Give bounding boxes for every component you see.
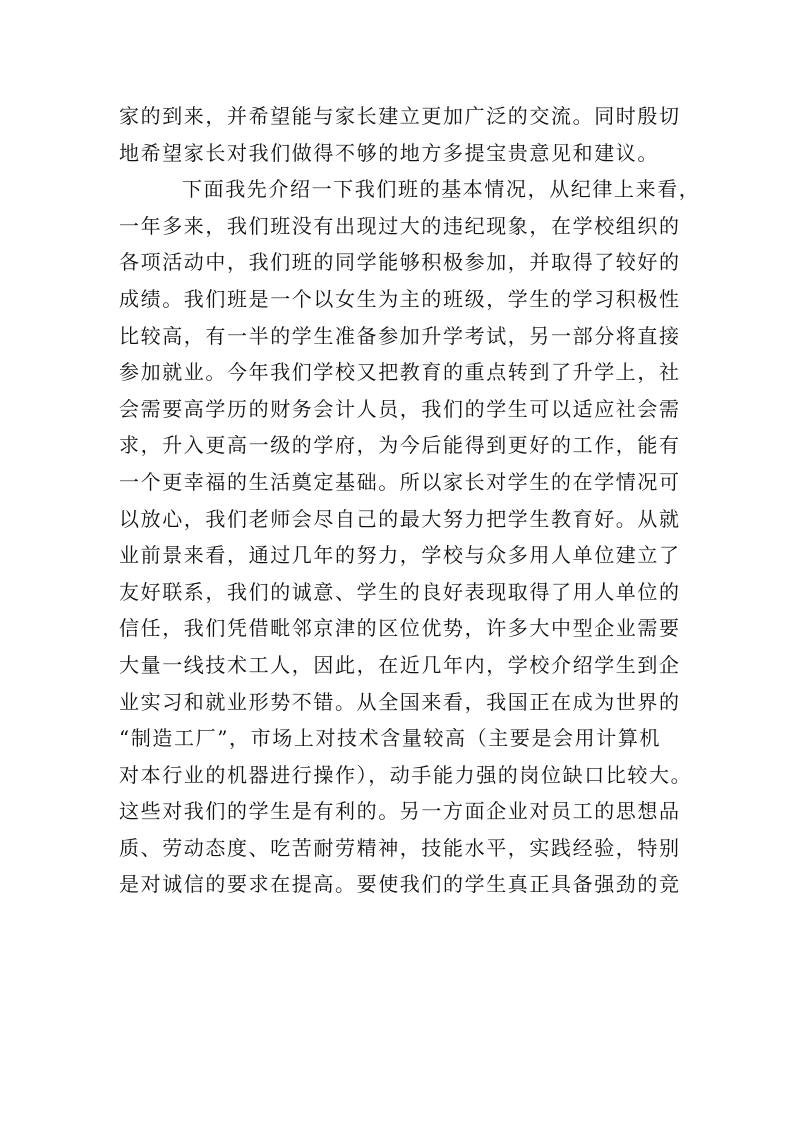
paragraph-start-line: 下面我先介绍一下我们班的基本情况，从纪律上来看， — [182, 177, 701, 202]
text-line: 这些对我们的学生是有利的。另一方面企业对员工的思想品 — [119, 799, 681, 824]
text-line: 一个更幸福的生活奠定基础。所以家长对学生的在学情况可 — [119, 469, 681, 494]
text-line: 是对诚信的要求在提高。要使我们的学生真正具备强劲的竞 — [119, 872, 681, 897]
text-line: 求，升入更高一级的学府，为今后能得到更好的工作，能有 — [119, 433, 681, 458]
text-line: 以放心，我们老师会尽自己的最大努力把学生教育好。从就 — [119, 506, 681, 531]
text-line: 参加就业。今年我们学校又把教育的重点转到了升学上，社 — [119, 360, 681, 385]
text-line: 对本行业的机器进行操作），动手能力强的岗位缺口比较大。 — [119, 762, 693, 787]
text-line: 地希望家长对我们做得不够的地方多提宝贵意见和建议。 — [119, 140, 659, 165]
text-line: 友好联系，我们的诚意、学生的良好表现取得了用人单位的 — [119, 579, 681, 604]
body-text — [119, 98, 701, 903]
text-line: 家的到来，并希望能与家长建立更加广泛的交流。同时殷切 — [119, 104, 681, 128]
text-line: 成绩。我们班是一个以女生为主的班级，学生的学习积极性 — [119, 286, 681, 311]
text-line: 业实习和就业形势不错。从全国来看，我国正在成为世界的 — [119, 689, 681, 714]
text-line: “制造工厂”，市场上对技术含量较高（主要是会用计算机 — [119, 726, 662, 751]
text-line: 各项活动中，我们班的同学能够积极参加，并取得了较好的 — [119, 250, 681, 275]
text-line: 信任，我们凭借毗邻京津的区位优势，许多大中型企业需要 — [119, 616, 681, 641]
text-line: 会需要高学历的财务会计人员，我们的学生可以适应社会需 — [119, 396, 681, 421]
text-line: 比较高，有一半的学生准备参加升学考试，另一部分将直接 — [119, 323, 681, 348]
text-line: 质、劳动态度、吃苦耐劳精神，技能水平，实践经验，特别 — [119, 835, 681, 860]
text-line: 业前景来看，通过几年的努力，学校与众多用人单位建立了 — [119, 543, 681, 568]
text-line: 大量一线技术工人，因此，在近几年内，学校介绍学生到企 — [119, 652, 681, 677]
text-line: 一年多来，我们班没有出现过大的违纪现象，在学校组织的 — [119, 213, 681, 238]
